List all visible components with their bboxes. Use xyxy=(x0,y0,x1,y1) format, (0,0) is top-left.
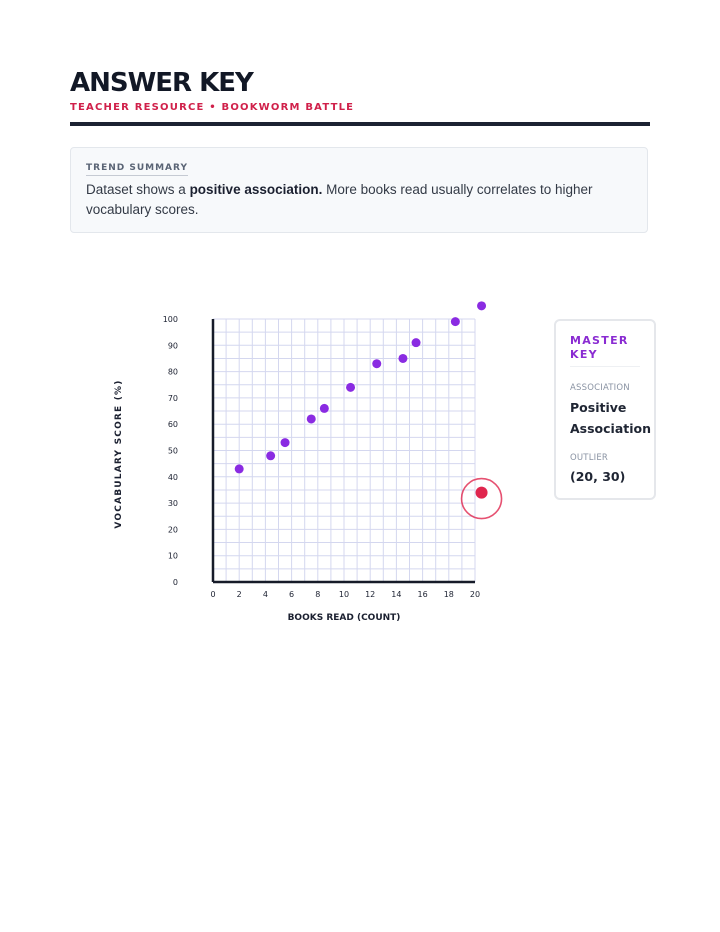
data-point xyxy=(266,451,275,460)
x-tick-label: 6 xyxy=(289,590,295,599)
x-tick-label: 12 xyxy=(365,590,376,599)
outlier-label: OUTLIER xyxy=(570,453,609,463)
page-title: ANSWER KEY xyxy=(70,68,253,98)
summary-text-prefix: Dataset shows a xyxy=(86,182,190,197)
master-key-card xyxy=(554,319,656,500)
x-axis-label: BOOKS READ (COUNT) xyxy=(287,613,401,623)
association-label: ASSOCIATION xyxy=(570,383,630,393)
outlier-ring xyxy=(462,479,502,519)
scatter-chart xyxy=(100,300,520,635)
data-point xyxy=(451,317,460,326)
master-key-divider xyxy=(570,366,640,367)
y-tick-label: 40 xyxy=(167,472,178,482)
y-tick-label: 0 xyxy=(172,578,178,587)
data-point xyxy=(346,383,355,392)
y-tick-label: 20 xyxy=(167,525,178,535)
trend-summary-text xyxy=(86,180,616,220)
x-tick-label: 20 xyxy=(469,590,481,599)
data-point xyxy=(307,414,316,423)
grid-lines xyxy=(213,319,475,582)
data-point xyxy=(398,354,407,363)
y-tick-label: 70 xyxy=(167,393,178,403)
y-axis-label: VOCABULARY SCORE (%) xyxy=(114,379,124,529)
x-tick-label: 14 xyxy=(391,590,402,599)
data-point xyxy=(477,301,486,310)
summary-text-emphasis: positive association. xyxy=(189,182,323,197)
y-tick-label: 90 xyxy=(167,341,178,351)
association-value: Positive Association xyxy=(570,400,652,436)
outlier-point xyxy=(476,487,488,499)
y-tick-label: 100 xyxy=(162,315,178,324)
header-divider xyxy=(70,122,650,126)
x-tick-label: 8 xyxy=(315,590,321,599)
data-point xyxy=(412,338,421,347)
y-tick-label: 50 xyxy=(167,446,178,456)
y-tick-label: 60 xyxy=(167,420,178,430)
trend-summary-heading: TREND SUMMARY xyxy=(86,163,188,176)
master-key-title: MASTER KEY xyxy=(570,334,629,361)
x-tick-label: 18 xyxy=(443,590,454,599)
trend-summary-card xyxy=(70,147,648,233)
page-subtitle: TEACHER RESOURCE • BOOKWORM BATTLE xyxy=(70,102,355,113)
data-point xyxy=(372,359,381,368)
x-tick-label: 10 xyxy=(338,590,350,599)
y-tick-label: 80 xyxy=(167,367,178,377)
data-point xyxy=(235,464,244,473)
x-tick-label: 0 xyxy=(210,590,216,599)
data-point xyxy=(281,438,290,447)
y-tick-label: 30 xyxy=(167,499,178,509)
x-tick-label: 16 xyxy=(417,590,428,599)
x-tick-label: 4 xyxy=(262,590,268,599)
y-tick-label: 10 xyxy=(167,551,178,561)
summary-text-suffix: More books read usually correlates to higher vocabulary scores. xyxy=(86,182,593,217)
data-point xyxy=(320,404,329,413)
x-tick-label: 2 xyxy=(236,590,242,599)
outlier-value: (20, 30) xyxy=(570,469,626,484)
